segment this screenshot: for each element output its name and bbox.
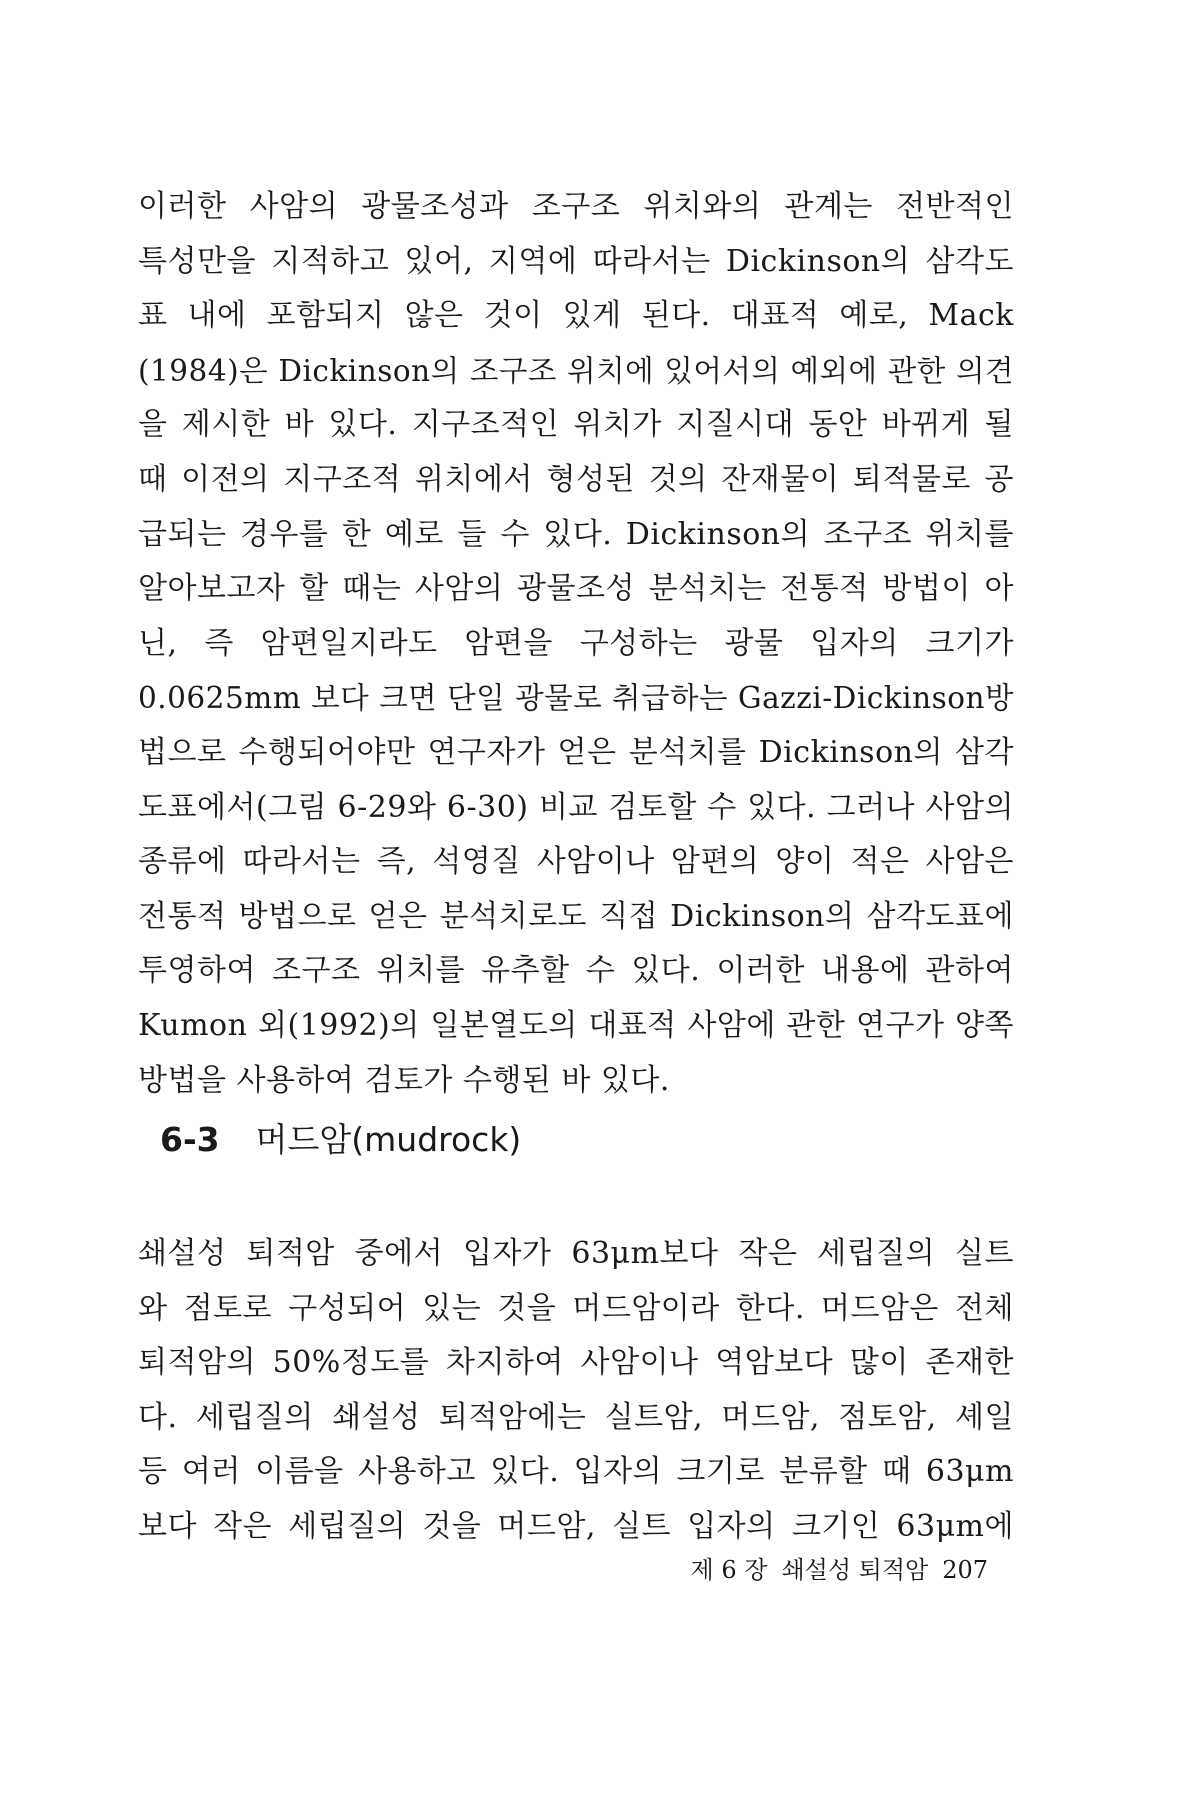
text-line: 투영하여 조구조 위치를 유추할 수 있다. 이러한 내용에 관하여 (138, 953, 1014, 989)
text-line: 0.0625mm 보다 크면 단일 광물로 취급하는 Gazzi-Dickinson방 (138, 681, 1014, 716)
section-number: 6-3 (160, 1120, 220, 1159)
text-line: 도표에서(그림 6-29와 6-30) 비교 검토할 수 있다. 그러나 사암의 (138, 789, 1014, 825)
body-paragraph-2 (138, 1227, 1014, 1555)
text-line: 때 이전의 지구조적 위치에서 형성된 것의 잔재물이 퇴적물로 공 (138, 461, 1014, 497)
text-line: 등 여러 이름을 사용하고 있다. 입자의 크기로 분류할 때 63μm (138, 1454, 1014, 1490)
text-line: 와 점토로 구성되어 있는 것을 머드암이라 한다. 머드암은 전체 (138, 1290, 1014, 1326)
text-line: 퇴적암의 50%정도를 차지하여 사암이나 역암보다 많이 존재한 (138, 1345, 1014, 1381)
text-line: 닌, 즉 암편일지라도 암편을 구성하는 광물 입자의 크기가 (138, 625, 1014, 661)
section-title: 머드암(mudrock) (255, 1120, 522, 1159)
footer-chapter: 제 6 장 (690, 1556, 768, 1584)
text-line: 특성만을 지적하고 있어, 지역에 따라서는 Dickinson의 삼각도 (138, 243, 1014, 279)
text-line: 알아보고자 할 때는 사암의 광물조성 분석치는 전통적 방법이 아 (138, 571, 1014, 607)
text-line: 다. 세립질의 쇄설성 퇴적암에는 실트암, 머드암, 점토암, 셰일 (138, 1399, 1014, 1435)
section-heading (160, 1110, 521, 1170)
page-number: 207 (942, 1556, 988, 1584)
text-line: 이러한 사암의 광물조성과 조구조 위치와의 관계는 전반적인 (138, 189, 1014, 224)
text-line: 전통적 방법으로 얻은 분석치로도 직접 Dickinson의 삼각도표에 (138, 898, 1014, 934)
footer-chapter-title: 쇄설성 퇴적암 (781, 1556, 929, 1584)
text-line: 보다 작은 세립질의 것을 머드암, 실트 입자의 크기인 63μm에 (138, 1508, 1014, 1544)
text-line: 표 내에 포함되지 않은 것이 있게 된다. 대표적 예로, Mack (138, 298, 1014, 334)
page-footer (691, 1550, 988, 1590)
text-line: 법으로 수행되어야만 연구자가 얻은 분석치를 Dickinson의 삼각 (138, 734, 1014, 770)
text-line: 급되는 경우를 한 예로 들 수 있다. Dickinson의 조구조 위치를 (138, 516, 1014, 552)
text-line: Kumon 외(1992)의 일본열도의 대표적 사암에 관한 연구가 양쪽 (138, 1007, 1014, 1043)
body-paragraph-1 (138, 180, 1014, 1108)
text-line: 방법을 사용하여 검토가 수행된 바 있다. (138, 1062, 670, 1098)
text-line: 을 제시한 바 있다. 지구조적인 위치가 지질시대 동안 바뀌게 될 (138, 407, 1014, 443)
text-line: (1984)은 Dickinson의 조구조 위치에 있어서의 예외에 관한 의견 (138, 353, 1014, 388)
text-line: 쇄설성 퇴적암 중에서 입자가 63μm보다 작은 세립질의 실트 (138, 1236, 1014, 1271)
text-line: 종류에 따라서는 즉, 석영질 사암이나 암편의 양이 적은 사암은 (138, 844, 1014, 880)
